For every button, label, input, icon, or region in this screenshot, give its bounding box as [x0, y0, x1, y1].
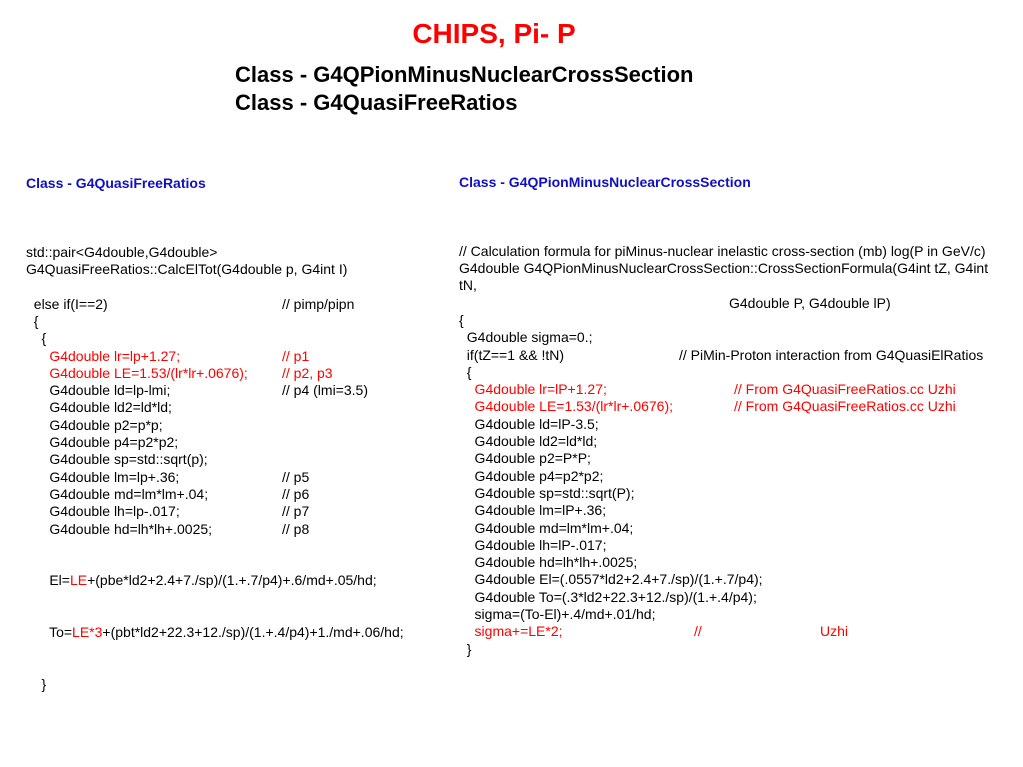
code-text: {: [459, 363, 472, 380]
code-text: }: [459, 640, 472, 657]
code-text: G4double ld=lP-3.5;: [459, 415, 599, 432]
left-code-lines: [26, 226, 451, 537]
left-code-line-to: [26, 624, 451, 641]
code-line: [459, 260, 1023, 277]
code-text: G4double p2=P*P;: [459, 450, 591, 467]
code-line: [459, 537, 1023, 554]
code-text: G4double hd=lh*lh+.0025;: [459, 554, 638, 571]
code-line: [26, 278, 451, 295]
code-text: G4double LE=1.53/(lr*lr+.0676);: [459, 398, 674, 415]
code-comment: G4double P, G4double lP): [729, 294, 891, 311]
code-line: [26, 226, 451, 243]
code-text: if(tZ==1 && !tN): [459, 346, 565, 363]
subtitle-cross-section-class: Class - G4QPionMinusNuclearCrossSection: [235, 62, 694, 87]
left-code-panel: [26, 140, 451, 711]
code-text: G4double El=(.0557*ld2+2.4+7./sp)/(1.+.7/p4);: [459, 571, 763, 588]
code-comment: // p6: [282, 485, 310, 502]
code-text: G4double p2=p*p;: [26, 416, 163, 433]
code-text: To=: [26, 624, 73, 641]
right-code-panel: [459, 139, 1023, 675]
code-text: G4double sigma=0.;: [459, 329, 593, 346]
code-text: G4double hd=lh*lh+.0025;: [26, 520, 213, 537]
code-text: G4double ld2=ld*ld;: [459, 433, 598, 450]
code-line: [459, 554, 1023, 571]
code-line: [459, 312, 1023, 329]
code-line: [459, 433, 1023, 450]
code-text: else if(I==2): [26, 295, 108, 312]
code-text: G4double p4=p2*p2;: [459, 467, 604, 484]
code-text: G4double ld=lp-lmi;: [26, 382, 171, 399]
code-comment: //: [694, 623, 702, 640]
code-line: [26, 365, 451, 382]
code-text: {: [26, 312, 39, 329]
code-line: [459, 606, 1023, 623]
code-comment: // From G4QuasiFreeRatios.cc Uzhi: [734, 381, 956, 398]
code-line: [459, 641, 1023, 658]
code-text: std::pair<G4double,G4double>: [26, 243, 218, 260]
code-line: [459, 243, 1023, 260]
code-line: [26, 261, 451, 278]
code-text: // Calculation formula for piMinus-nuclear inelastic cross-section (mb) log(P in GeV/c): [459, 242, 986, 259]
code-comment: // pimp/pipn: [282, 295, 355, 312]
code-line: [26, 244, 451, 261]
code-text: G4double lh=lp-.017;: [26, 503, 180, 520]
code-text: G4double To=(.3*ld2+22.3+12./sp)/(1.+.4/p4);: [459, 588, 757, 605]
code-comment: // p2, p3: [282, 364, 333, 381]
code-line: [459, 225, 1023, 242]
code-text: +(pbt*ld2+22.3+12./sp)/(1.+.4/p4)+1./md+.06/hd;: [102, 624, 404, 641]
code-line: [26, 417, 451, 434]
left-code-line-el: [26, 572, 451, 589]
code-line: [26, 521, 451, 538]
code-text: G4double sp=std::sqrt(P);: [459, 484, 635, 501]
right-panel-heading: Class - G4QPionMinusNuclearCrossSection: [459, 173, 751, 190]
code-line: [26, 296, 451, 313]
subtitle-quasi-free-class: Class - G4QuasiFreeRatios: [235, 90, 518, 115]
slide-title: CHIPS, Pi- P: [412, 18, 576, 49]
code-line: [459, 329, 1023, 346]
code-line: [459, 485, 1023, 502]
code-text-highlight: LE*3: [72, 624, 103, 641]
right-code-lines: [459, 225, 1023, 657]
code-line: [459, 364, 1023, 381]
code-text: G4double G4QPionMinusNuclearCrossSection::CrossSectionFormula(G4int tZ, G4int: [459, 260, 989, 277]
code-line: [459, 416, 1023, 433]
code-text: G4double sp=std::sqrt(p);: [26, 451, 208, 468]
code-comment: // p5: [282, 468, 310, 485]
code-text: El=: [26, 572, 70, 589]
code-text: +(pbe*ld2+2.4+7./sp)/(1.+.7/p4)+.6/md+.05/hd;: [87, 572, 377, 589]
code-text: sigma+=LE*2;: [459, 623, 563, 640]
left-code-line-closing: }: [26, 676, 47, 693]
code-comment: // p4 (lmi=3.5): [282, 382, 368, 399]
left-panel-heading: Class - G4QuasiFreeRatios: [26, 174, 206, 191]
code-line: [459, 571, 1023, 588]
code-line: [459, 347, 1023, 364]
code-line: [26, 451, 451, 468]
code-line: [26, 434, 451, 451]
code-text: G4double md=lm*lm+.04;: [459, 519, 634, 536]
code-text: G4double lm=lP+.36;: [459, 502, 607, 519]
code-text: G4double lr=lp+1.27;: [26, 347, 181, 364]
code-text: {: [459, 311, 464, 328]
code-text: G4double ld2=ld*ld;: [26, 399, 172, 416]
code-text: G4double lr=lP+1.27;: [459, 381, 607, 398]
code-line: [26, 382, 451, 399]
code-text: {: [26, 330, 47, 347]
code-comment: // p7: [282, 503, 310, 520]
code-comment: // p8: [282, 520, 310, 537]
code-text: G4double p4=p2*p2;: [26, 434, 179, 451]
code-comment-extra: Uzhi: [820, 623, 849, 640]
code-line: [459, 381, 1023, 398]
code-line: [26, 486, 451, 503]
code-line: [459, 520, 1023, 537]
code-comment: // p1: [282, 347, 310, 364]
code-line: [459, 398, 1023, 415]
code-line: [26, 399, 451, 416]
subtitle-block: [235, 61, 693, 117]
code-line: [459, 502, 1023, 519]
code-line: [26, 330, 451, 347]
code-text: G4double lm=lp+.36;: [26, 468, 180, 485]
code-line: [26, 313, 451, 330]
code-comment: // PiMin-Proton interaction from G4QuasiElRatios: [679, 346, 984, 363]
code-line: [459, 295, 1023, 312]
code-line: [26, 348, 451, 365]
code-text: G4QuasiFreeRatios::CalcElTot(G4double p, G4int I): [26, 261, 348, 278]
code-line: [26, 469, 451, 486]
code-line: [459, 277, 1023, 294]
code-text: G4double LE=1.53/(lr*lr+.0676);: [26, 364, 248, 381]
code-text-highlight: LE: [69, 572, 88, 589]
code-line: [459, 468, 1023, 485]
code-text: G4double md=lm*lm+.04;: [26, 485, 209, 502]
code-line: [459, 450, 1023, 467]
code-line: [26, 503, 451, 520]
code-text: G4double lh=lP-.017;: [459, 536, 607, 553]
code-comment: // From G4QuasiFreeRatios.cc Uzhi: [734, 398, 956, 415]
code-line: [459, 589, 1023, 606]
code-text: tN,: [459, 277, 477, 294]
code-line: [459, 623, 1023, 640]
code-text: sigma=(To-El)+.4/md+.01/hd;: [459, 606, 656, 623]
